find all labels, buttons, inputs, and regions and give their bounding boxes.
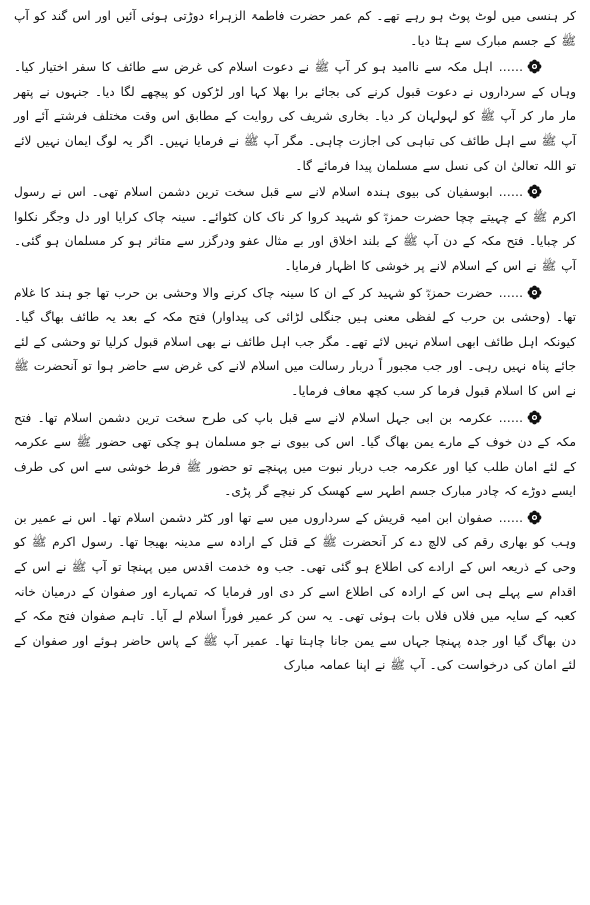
flower-bullet-icon xyxy=(527,510,542,525)
paragraph-text: عکرمہ بن ابی جہل اسلام لانے سے قبل باپ کی طرح سخت ترین دشمن اسلام تھا۔ فتح مکہ کے دن خوف کے مارے یمن بھاگ گیا۔ اس کی بیوی نے جو مسلمان ہو چکی تھی حضور ﷺ سے عکرمہ کے لئے امان طلب کیا اور عکرمہ جب دربار نبوت میں پہنچے تو حضور ﷺ فرط خوشی سے اس کی طرف ایسے دوڑے کہ چادر مبارک جسم اطہر سے کھسک کر نیچے گر پڑی۔ xyxy=(14,410,576,499)
paragraph-6 xyxy=(14,506,576,678)
flower-bullet-icon xyxy=(527,285,542,300)
leader-dots: …… xyxy=(498,285,523,300)
leader-dots: …… xyxy=(498,410,523,425)
paragraph-1 xyxy=(14,4,576,53)
paragraph-3 xyxy=(14,180,576,278)
paragraph-text: صفوان ابن امیہ قریش کے سرداروں میں سے تھا اور کٹر دشمن اسلام تھا۔ اس نے عمیر بن وہب کو بھاری رقم کی لالچ دے کر آنحضرت ﷺ کے قتل کے ارادہ سے مدینہ بھیجا تھا۔ رسول اکرم ﷺ کو وحی کے ذریعہ اس کے ارادے کی اطلاع ہو گئی تھی۔ جب وہ خدمت اقدس میں پہنچا تو آپ ﷺ نے اس کے اقدام سے پہلے ہی اس کے ارادہ کی اطلاع اسے کر دی اور فرمایا کہ تمہارے اور صفوان کے درمیان خانہ کعبہ کے سایہ میں فلاں فلاں بات ہوئی تھی۔ یہ سن کر عمیر فوراً اسلام لے آیا۔ تاہم صفوان فتح مکہ کے دن بھاگ گیا اور جدہ پہنچا جہاں سے یمن جانا چاہتا تھا۔ عمیر آپ ﷺ کے پاس حاضر ہوئے اور صفوان کے لئے امان کی درخواست کی۔ آپ ﷺ نے اپنا عمامہ مبارک xyxy=(14,510,576,673)
paragraph-text: ابوسفیان کی بیوی ہندہ اسلام لانے سے قبل سخت ترین دشمن اسلام تھی۔ اس نے رسول اکرم ﷺ کے چہیتے چچا حضرت حمزہؓ کو شہید کروا کر ناک کان کٹوائے۔ سینہ چاک کرایا اور دل وجگر نکلوا کر چبایا۔ فتح مکہ کے دن آپ ﷺ کے بلند اخلاق اور بے مثال عفو ودرگزر سے متاثر ہو کر مسلمان ہو گئی۔ آپ ﷺ نے اس کے اسلام لانے پر خوشی کا اظہار فرمایا۔ xyxy=(14,185,576,273)
paragraph-2 xyxy=(14,55,576,178)
paragraph-4 xyxy=(14,281,576,404)
paragraph-text: کر ہنسی میں لوٹ پوٹ ہو رہے تھے۔ کم عمر حضرت فاطمۃ الزہراء دوڑتی ہوئی آئیں اور اس گند کو آپ ﷺ کے جسم مبارک سے ہٹا دیا۔ xyxy=(14,9,576,48)
document-page xyxy=(14,4,576,901)
flower-bullet-icon xyxy=(527,410,542,425)
flower-bullet-icon xyxy=(527,184,542,199)
leader-dots: …… xyxy=(498,510,523,525)
leader-dots: …… xyxy=(498,185,523,200)
paragraph-text: اہل مکہ سے ناامید ہو کر آپ ﷺ نے دعوت اسلام کی غرض سے طائف کا سفر اختیار کیا۔ وہاں کے سرداروں نے دعوت قبول کرنے کی بجائے برا بھلا کہا اور لڑکوں کو پیچھے لگا دیا۔ جنہوں نے پتھر مار مار کر آپ ﷺ کو لہولہان کر دیا۔ بخاری شریف کی روایت کے مطابق اس وقت مختلف فرشتے آئے اور آپ ﷺ سے اہل طائف کی تباہی کی اجازت چاہی۔ مگر آپ ﷺ نے فرمایا نہیں۔ اگر یہ لوگ ایمان نہیں لائے تو اللہ تعالیٰ ان کی نسل سے مسلمان پیدا فرمائے گا۔ xyxy=(14,60,576,173)
leader-dots: …… xyxy=(498,60,523,75)
paragraph-text: حضرت حمزہؓ کو شہید کر کے ان کا سینہ چاک کرنے والا وحشی بن حرب تھا جو ہند کا غلام تھا۔ (وحشی بن حرب کے لفظی معنی ہیں جنگلی لڑائی کی پیداوار) فتح مکہ کے بعد یہ طائف بھاگ گیا۔ کیونکہ اہل طائف ابھی اسلام نہیں لائے تھے۔ مگر جب اہل طائف نے بھی اسلام قبول کرلیا تو وحشی کے لئے جائے پناہ نہیں رہی۔ اور جب مجبور اً دربار رسالت میں اسلام لانے کی غرض سے حاضر ہوا تو آنحضرت ﷺ نے اس کا اسلام قبول فرما کر سب کچھ معاف فرمایا۔ xyxy=(14,285,576,398)
paragraph-5 xyxy=(14,406,576,504)
flower-bullet-icon xyxy=(527,59,542,74)
